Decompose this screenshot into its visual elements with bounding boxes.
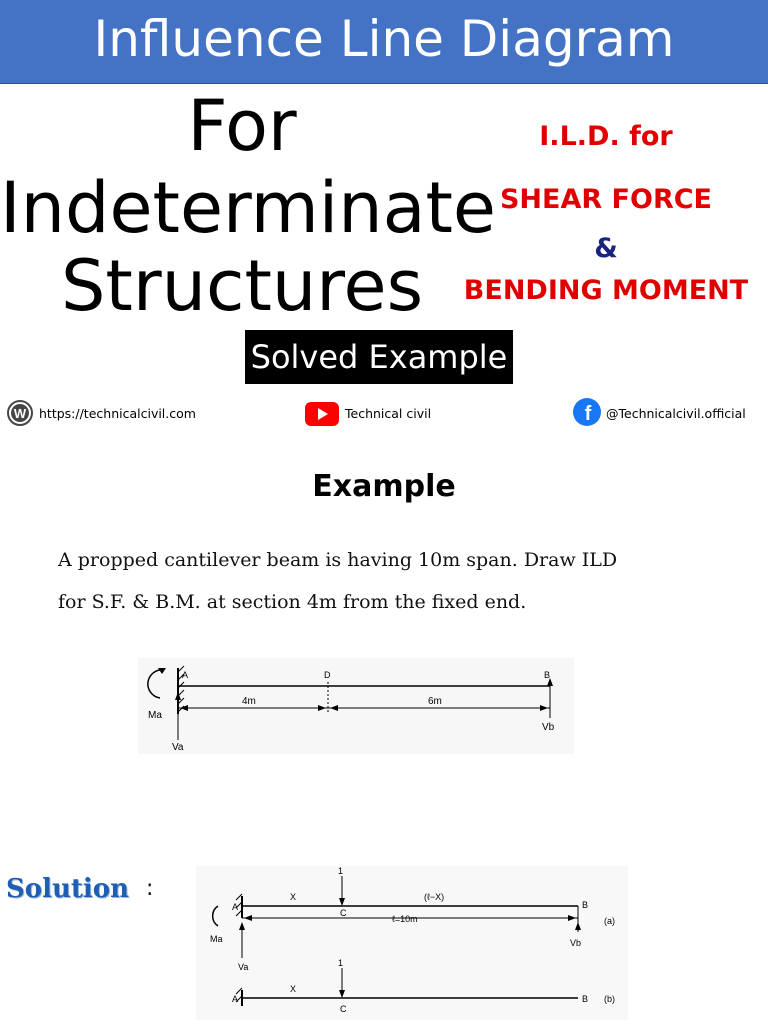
figa-lx-label: (ℓ−X) xyxy=(424,892,445,902)
example-heading: Example xyxy=(312,469,456,504)
title-line-for: For xyxy=(187,85,297,167)
problem-text-line-2: for S.F. & B.M. at section 4m from the fixed end. xyxy=(58,591,527,613)
ild-line-1: I.L.D. for xyxy=(539,121,673,152)
figa-label-b: B xyxy=(582,900,589,910)
facebook-icon xyxy=(573,398,601,426)
ild-line-ampersand: & xyxy=(594,233,618,264)
figb-x-label: X xyxy=(290,984,297,994)
beam-figure-solution xyxy=(196,866,628,1020)
figa-reaction-b: Vb xyxy=(570,938,582,948)
figa-x-label: X xyxy=(290,892,297,902)
solution-heading: Solution xyxy=(6,874,130,904)
ild-line-bending: BENDING MOMENT xyxy=(463,275,749,306)
facebook-page-link[interactable]: @Technicalcivil.official xyxy=(606,406,746,421)
fig1-span-right: 6m xyxy=(428,696,442,707)
figb-label-c: C xyxy=(340,1004,347,1014)
banner-title: Influence Line Diagram xyxy=(93,10,675,68)
fig1-reaction-b: Vb xyxy=(542,722,555,733)
fig1-reaction-a: Va xyxy=(172,742,184,753)
fig1-span-left: 4m xyxy=(242,696,256,707)
figa-reaction-a: Va xyxy=(238,962,249,972)
figa-moment-label: Ma xyxy=(210,934,223,944)
figb-label-a: A xyxy=(232,994,239,1004)
youtube-channel-link[interactable]: Technical civil xyxy=(345,406,432,421)
title-line-structures: Structures xyxy=(60,245,424,327)
svg-text:f: f xyxy=(584,403,592,425)
fig1-moment-label: Ma xyxy=(148,710,162,721)
wordpress-icon xyxy=(7,400,33,426)
figa-tag: (a) xyxy=(604,916,615,926)
youtube-icon xyxy=(305,402,339,426)
figa-span-label: ℓ=10m xyxy=(392,914,418,924)
fig1-label-d: D xyxy=(324,670,331,680)
svg-text:W: W xyxy=(13,406,27,421)
figa-label-c: C xyxy=(340,908,347,918)
website-link[interactable]: https://technicalcivil.com xyxy=(39,406,196,421)
figb-label-b: B xyxy=(582,994,589,1004)
fig1-label-a: A xyxy=(182,670,189,680)
problem-text-line-1: A propped cantilever beam is having 10m span. Draw ILD xyxy=(58,549,618,571)
fig1-label-b: B xyxy=(544,670,551,680)
ild-line-shear: SHEAR FORCE xyxy=(499,184,713,215)
solved-example-badge: Solved Example xyxy=(245,330,513,384)
solution-colon: : xyxy=(146,876,154,901)
beam-figure-problem xyxy=(138,658,574,754)
title-line-indeterminate: Indeterminate xyxy=(0,167,496,249)
figa-load: 1 xyxy=(338,866,344,876)
figb-load: 1 xyxy=(338,958,344,968)
figb-tag: (b) xyxy=(604,994,615,1004)
figa-label-a: A xyxy=(232,902,239,912)
